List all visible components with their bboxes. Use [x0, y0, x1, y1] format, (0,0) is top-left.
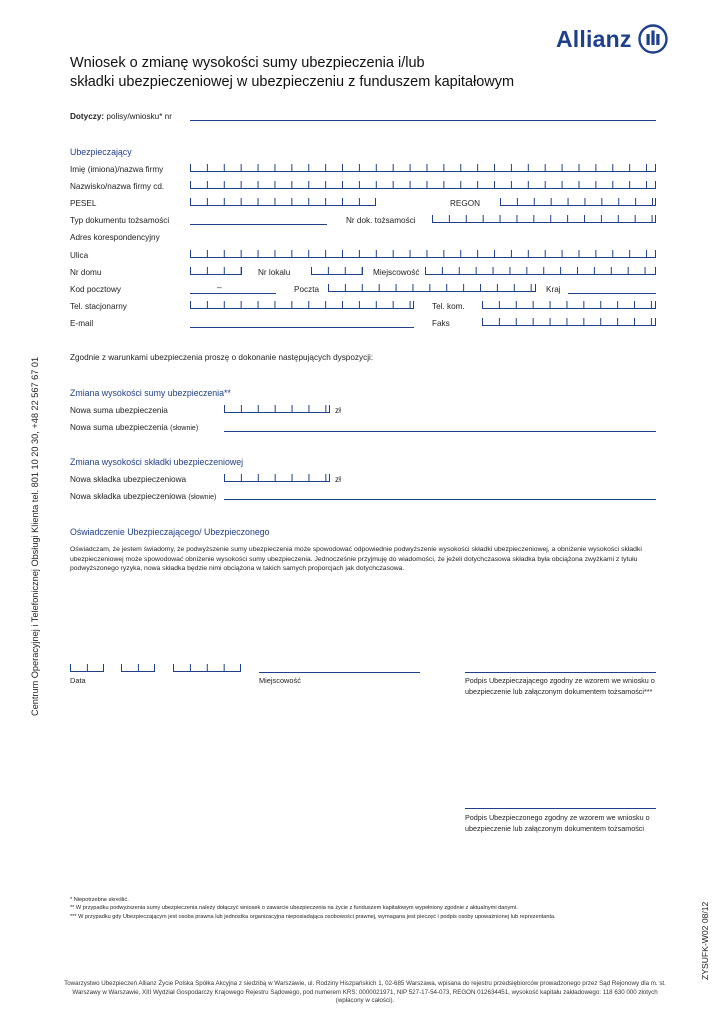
kraj-field[interactable] [568, 293, 656, 294]
section-ubezpieczajacy: Ubezpieczający [70, 147, 132, 157]
pesel-label: PESEL [70, 199, 97, 208]
date-month-boxes[interactable] [121, 664, 155, 672]
suma-slownie-suffix: (słownie) [170, 425, 199, 432]
nr-dok-boxes[interactable] [432, 215, 656, 223]
title-line-1: Wniosek o zmianę wysokości sumy ubezpieczenia i/lub [70, 55, 425, 71]
faks-boxes[interactable] [482, 318, 656, 326]
nazwisko-label: Nazwisko/nazwa firmy cd. [70, 182, 165, 191]
tel-stac-boxes[interactable] [190, 301, 414, 309]
ulica-boxes[interactable] [190, 250, 656, 258]
imie-label: Imię (imiona)/nazwa firmy [70, 165, 164, 174]
kod-label: Kod pocztowy [70, 285, 121, 294]
tel-kom-boxes[interactable] [482, 301, 656, 309]
imie-boxes[interactable] [190, 164, 656, 172]
nazwisko-boxes[interactable] [190, 181, 656, 189]
dotyczy-label [70, 112, 172, 121]
form-code: ZYSUFK-W02 08/12 [700, 901, 710, 980]
title-line-2: składki ubezpieczeniowej w ubezpieczeniu z funduszem kapitałowym [70, 74, 515, 90]
side-contact-text: Centrum Operacyjnej i Telefonicznej Obsługi Klienta tel. 801 10 20 30, +48 22 567 67 01 [30, 356, 40, 716]
form-title [70, 54, 630, 92]
suma-slownie-label [70, 423, 198, 432]
nowa-skladka-boxes[interactable] [224, 474, 330, 482]
dotyczy-text: polisy/wniosku* nr [106, 112, 172, 121]
intro-text: Zgodnie z warunkami ubezpieczenia proszę o dokonanie następujących dyspozycji: [70, 353, 374, 362]
footnote-3: *** W przypadku gdy Ubezpieczającym jest osoba prawna lub jednostka organizacyjna nieposiadająca osobowości prawnej, wymagana jest pieczęć i podpis osoby upoważnionej lub reprezentanta. [70, 913, 556, 920]
email-field[interactable] [190, 327, 414, 328]
legal-footer: Towarzystwo Ubezpieczeń Allianz Życie Polska Spółka Akcyjna z siedzibą w Warszawie, ul. Rodziny Hiszpańskich 1, 02-685 Warszawa, wpisana do rejestru przedsiębiorców prowadzonego przez Sąd Rejonowy dla m. st. Warszawy w Warszawie, XIII Wydział Gospodarczy Krajowego Rejestru Sądowego, pod numerem KRS: 0000021971, NIP 527-17-54-073, REGON 012634451, wysokość kapitału zakładowego: 118 630 000 złotych (wpłacony w całości). [64, 980, 666, 1005]
nr-domu-boxes[interactable] [190, 267, 242, 275]
nr-lokalu-boxes[interactable] [311, 267, 363, 275]
email-label: E-mail [70, 319, 94, 328]
policy-number-field[interactable] [190, 120, 656, 121]
data-label: Data [70, 676, 86, 685]
typ-dok-label: Typ dokumentu tożsamości [70, 216, 170, 225]
kod-dash: – [217, 283, 222, 292]
section-suma: Zmiana wysokości sumy ubezpieczenia** [70, 388, 231, 398]
skladka-slownie-field[interactable] [224, 499, 656, 500]
date-year-boxes[interactable] [173, 664, 241, 672]
skladka-slownie-suffix: (słownie) [188, 494, 217, 501]
skladka-slownie-text: Nowa składka ubezpieczeniowa [70, 492, 187, 501]
ulica-label: Ulica [70, 251, 89, 260]
nowa-suma-boxes[interactable] [224, 405, 330, 413]
typ-dok-field[interactable] [190, 224, 327, 225]
oswiadczenie-text: Oświadczam, że jestem świadomy, że podwyższenie sumy ubezpieczenia może spowodować odpowiednie podwyższenie wysokości składki ubezpieczeniowej, a obniżenie wysokości składki ubezpieczeniowej może spowodować obniżenie wysokości sumy ubezpieczenia. Jednocześnie przyjmuję do wiadomości, że jeżeli dotychczasowa składka była obciążona zwyżkami z tytułu podwyższonego ryzyka, nowa składka będzie nimi obciążona w takich samych proporcjach jak dotychczasowa. [70, 546, 642, 573]
footnote-1: * Niepotrzebne skreślić. [70, 897, 129, 903]
miejscowosc-label: Miejscowość [373, 268, 420, 277]
allianz-logo [556, 22, 668, 56]
section-skladka: Zmiana wysokości składki ubezpieczeniowej [70, 457, 244, 467]
regon-boxes[interactable] [500, 198, 656, 206]
miejscowosc-sign-field[interactable] [259, 672, 420, 673]
skladka-zl: zł [335, 475, 341, 484]
nr-domu-label: Nr domu [70, 268, 102, 277]
faks-label: Faks [432, 319, 450, 328]
nr-dok-label: Nr dok. tożsamości [346, 216, 416, 225]
regon-label: REGON [450, 199, 481, 208]
skladka-slownie-label [70, 492, 216, 501]
footnotes [70, 896, 650, 921]
adres-label: Adres korespondencyjny [70, 233, 160, 242]
podpis-ubezpieczonego-label: Podpis Ubezpieczonego zgodny ze wzorem we wniosku o ubezpieczenie lub załączonym dokumentem tożsamości [465, 813, 650, 834]
footnote-2: ** W przypadku podwyższenia sumy ubezpieczenia należy dołączyć wniosek o zawarcie ubezpieczenia na życie z funduszem kapitałowym wypełniony zgodnie z aktualnymi danymi. [70, 905, 518, 912]
brand-name: Allianz [556, 25, 632, 52]
date-day-boxes[interactable] [70, 664, 104, 672]
suma-slownie-text: Nowa suma ubezpieczenia [70, 423, 168, 432]
podpis-ubezpieczajacego-label: Podpis Ubezpieczającego zgodny ze wzorem we wniosku o ubezpieczenie lub załączonym dokumentem tożsamości*** [465, 676, 655, 697]
suma-slownie-field[interactable] [224, 431, 656, 432]
poczta-label: Poczta [294, 285, 320, 294]
dotyczy-bold: Dotyczy: [70, 112, 105, 121]
nowa-suma-label: Nowa suma ubezpieczenia [70, 406, 168, 415]
nr-lokalu-label: Nr lokalu [258, 268, 291, 277]
nowa-skladka-label: Nowa składka ubezpieczeniowa [70, 475, 187, 484]
tel-kom-label: Tel. kom. [432, 302, 465, 311]
allianz-eagle-icon [638, 24, 668, 54]
pesel-boxes[interactable] [190, 198, 376, 206]
suma-zl: zł [335, 406, 341, 415]
poczta-boxes[interactable] [328, 284, 536, 292]
podpis-ubezpieczonego-field[interactable] [465, 808, 656, 809]
miejscowosc-sign-label: Miejscowość [259, 676, 301, 685]
kraj-label: Kraj [546, 285, 561, 294]
section-oswiadczenie: Oświadczenie Ubezpieczającego/ Ubezpieczonego [70, 527, 270, 537]
podpis-ubezpieczajacego-field[interactable] [465, 672, 656, 673]
kod-field[interactable] [190, 293, 276, 294]
miejscowosc-boxes[interactable] [425, 267, 656, 275]
tel-stac-label: Tel. stacjonarny [70, 302, 127, 311]
